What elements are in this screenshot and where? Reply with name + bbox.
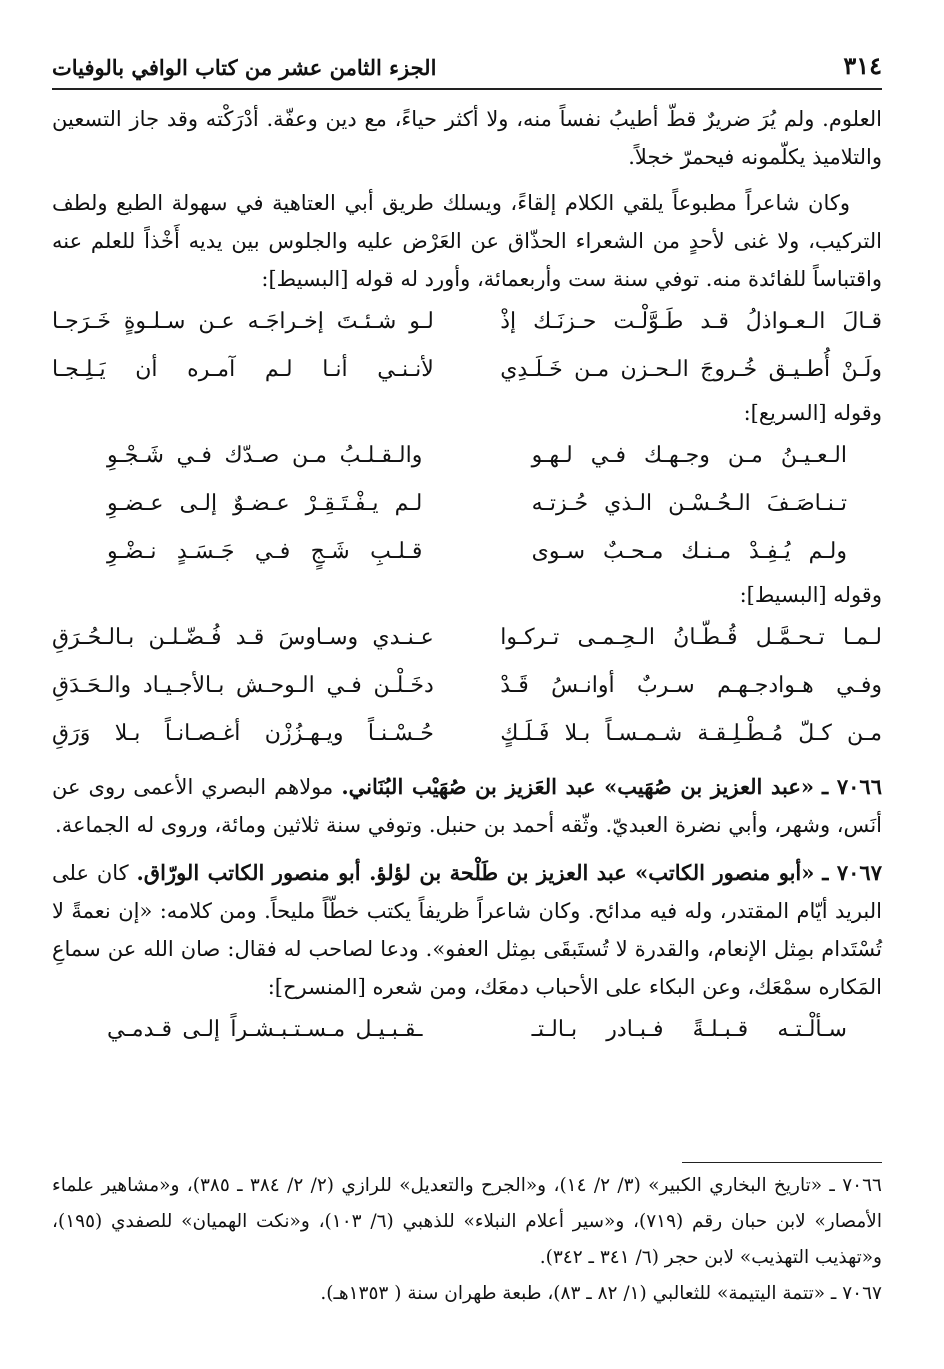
verse-line xyxy=(52,1006,882,1054)
verse-first-hemistich: سـألْـتـه قـبـلـةً فـبـادر بـالـتـ xyxy=(531,1017,847,1042)
biography-entry-7066 xyxy=(52,768,882,844)
verse-line xyxy=(52,662,882,710)
verse-second-hemistich: دخَـلْـن فـي الـوحـش بـالأجـيـاد والـحَـدَقِ xyxy=(52,673,434,698)
page-header xyxy=(52,44,882,90)
verse-second-hemistich: والـقـلـبُ مـن صـدّك فـي شَـجْـوِ xyxy=(107,443,423,468)
poem-sari xyxy=(52,432,882,576)
running-title: الجزء الثامن عشر من كتاب الوافي بالوفيات xyxy=(52,55,437,80)
footnote-7067: ٧٠٦٧ ـ «تتمة اليتيمة» للثعالبي (١/ ٨٢ ـ ٨٣)، طبعة طهران سنة ( ١٣٥٣هـ). xyxy=(320,1283,882,1304)
verse-line xyxy=(52,480,882,528)
entry-text: مولاهم البصري الأعمى روى عن أنَس، وشهر، وأبي نضرة العبديّ. وثّقه أحمد بن حنبل. وتوفي سنة ثلاثين ومائة، وروى له الجماعة. xyxy=(52,775,882,837)
entry-number: ٧٠٦٧ ـ xyxy=(822,860,882,885)
verse-first-hemistich: الـعـيـنُ مـن وجـهـك فـي لـهـو xyxy=(531,443,847,468)
verse-first-hemistich: لـمـا تـحـمَّـل قُـطّـانُ الـحِـمـى تـركـوا xyxy=(500,625,882,650)
verse-line xyxy=(52,710,882,758)
verse-first-hemistich: ولَـنْ أُطـيـق خُـروجَ الـحـزن مـن خَـلَـدِي xyxy=(500,357,882,382)
entry-number: ٧٠٦٦ ـ xyxy=(822,774,882,799)
poem-basit-2 xyxy=(52,614,882,758)
verse-first-hemistich: ولـم يُـفِـدْ مـنـك مـحـبٌ سـوى xyxy=(531,539,847,564)
meter-label-basit: وقوله [البسيط]: xyxy=(739,583,882,607)
entry-text: كان على البريد أيّام المقتدر، وله فيه مدائح. وكان شاعراً ظريفاً يكتب خطّاً مليحاً. ومن كلامه: «إن نعمةً لا تُسْتَدام بمِثل الإنعام، والقدرة لا تُستَبقَى بمِثل العفو». ودعا لصاحب له فقال: صان الله عن سماعِ المَكاره سمْعَك، وعن البكاء على الأحباب دمعَك، ومن شعره [المنسرح]: xyxy=(52,861,882,999)
footnote-7066: ٧٠٦٦ ـ «تاريخ البخاري الكبير» (٣/ ٢/ ١٤)، و«الجرح والتعديل» للرازي (٢/ ٢/ ٣٨٤ ـ ٣٨٥)، و«مشاهير علماء الأمصار» لابن حبان رقم (٧١٩)، و«سير أعلام النبلاء» للذهبي (٦/ ١٠٣)، و«نكت الهميان» للصفدي (١٩٥)، و«تهذيب التهذيب» لابن حجر (٦/ ٣٤١ ـ ٣٤٢). xyxy=(52,1175,882,1268)
verse-line xyxy=(52,528,882,576)
paragraph-2: وكان شاعراً مطبوعاً يلقي الكلام إلقاءً، ويسلك طريق أبي العتاهية في سهولة الطبع ولطف التركيب، ولا غنى لأحدٍ من الشعراء الحذّاق عن العَرْض عليه والجلوس بين يديه أَخْذاً للعلم عنه واقتباساً للفائدة منه. توفي سنة ست وأربعمائة، وأورد له قوله [البسيط]: xyxy=(52,191,882,291)
verse-first-hemistich: قـالَ الـعـواذلُ قـد طَـوَّلْـت حـزنَـك إذْ xyxy=(500,309,882,334)
verse-line xyxy=(52,614,882,662)
verse-second-hemistich: قـلـبِ شَـجٍ فـي جَـسَـدٍ نـضْـوِ xyxy=(107,539,423,564)
poem-munsarih xyxy=(52,1006,882,1054)
verse-second-hemistich: لأنـنـي أنـا لـم آمـره أن يَـلِـجـا xyxy=(52,357,434,382)
verse-first-hemistich: مـن كـلّ مُـطْـلِـقـة شـمـسـاً بـلا فَـلَـكٍ xyxy=(500,721,882,746)
verse-first-hemistich: تـنـاصَـفَ الـحُـسْـن الـذي حُـزتـه xyxy=(531,491,847,516)
page-number: ٣١٤ xyxy=(843,51,882,80)
verse-second-hemistich: لـو شـئـتَ إخـراجَـه عـن سـلـوةٍ خَـرَجـا xyxy=(52,309,434,334)
verse-line xyxy=(52,432,882,480)
verse-second-hemistich: حُـسْـنـاً ويـهـزُزْن أغـصـانـاً بـلا وَرَقِ xyxy=(52,721,434,746)
verse-first-hemistich: وفـي هـوادجـهـم سـربٌ أوانـسُ قَـدْ xyxy=(500,673,882,698)
footnote-divider xyxy=(682,1162,882,1163)
main-text xyxy=(52,100,882,1054)
verse-line xyxy=(52,298,882,346)
paragraph-1: العلوم. ولم يُرَ ضريرٌ قطّ أطيبُ نفساً منه، ولا أكثر حياءً، مع دين وعفّة. أدْرَكْته وقد جاز التسعين والتلاميذ يكلّمونه فيحمرّ خجلاً. xyxy=(52,107,882,169)
verse-second-hemistich: ـقـبـيـل مـسـتـبـشـراً إلـى قـدمـي xyxy=(107,1017,423,1042)
entry-heading: «أبو منصور الكاتب» عبد العزيز بن طَلْحة بن لؤلؤ. أبو منصور الكاتب الورّاق. xyxy=(136,860,815,885)
verse-line xyxy=(52,346,882,394)
footnotes xyxy=(52,1168,882,1312)
entry-heading: «عبد العزيز بن صُهَيب» عبد العَزيز بن صُهَيْب البُنَاني. xyxy=(341,774,814,799)
poem-basit-1 xyxy=(52,298,882,394)
biography-entry-7067 xyxy=(52,854,882,1006)
verse-second-hemistich: لـم يـفْـتَـقِـرْ عـضـوٌ إلـى عـضـوِ xyxy=(107,491,423,516)
verse-second-hemistich: عـنـدي وسـاوسَ قـد فُـضّـلـن بـالـحُـرَقِ xyxy=(52,625,434,650)
meter-label-sari: وقوله [السريع]: xyxy=(743,401,882,425)
